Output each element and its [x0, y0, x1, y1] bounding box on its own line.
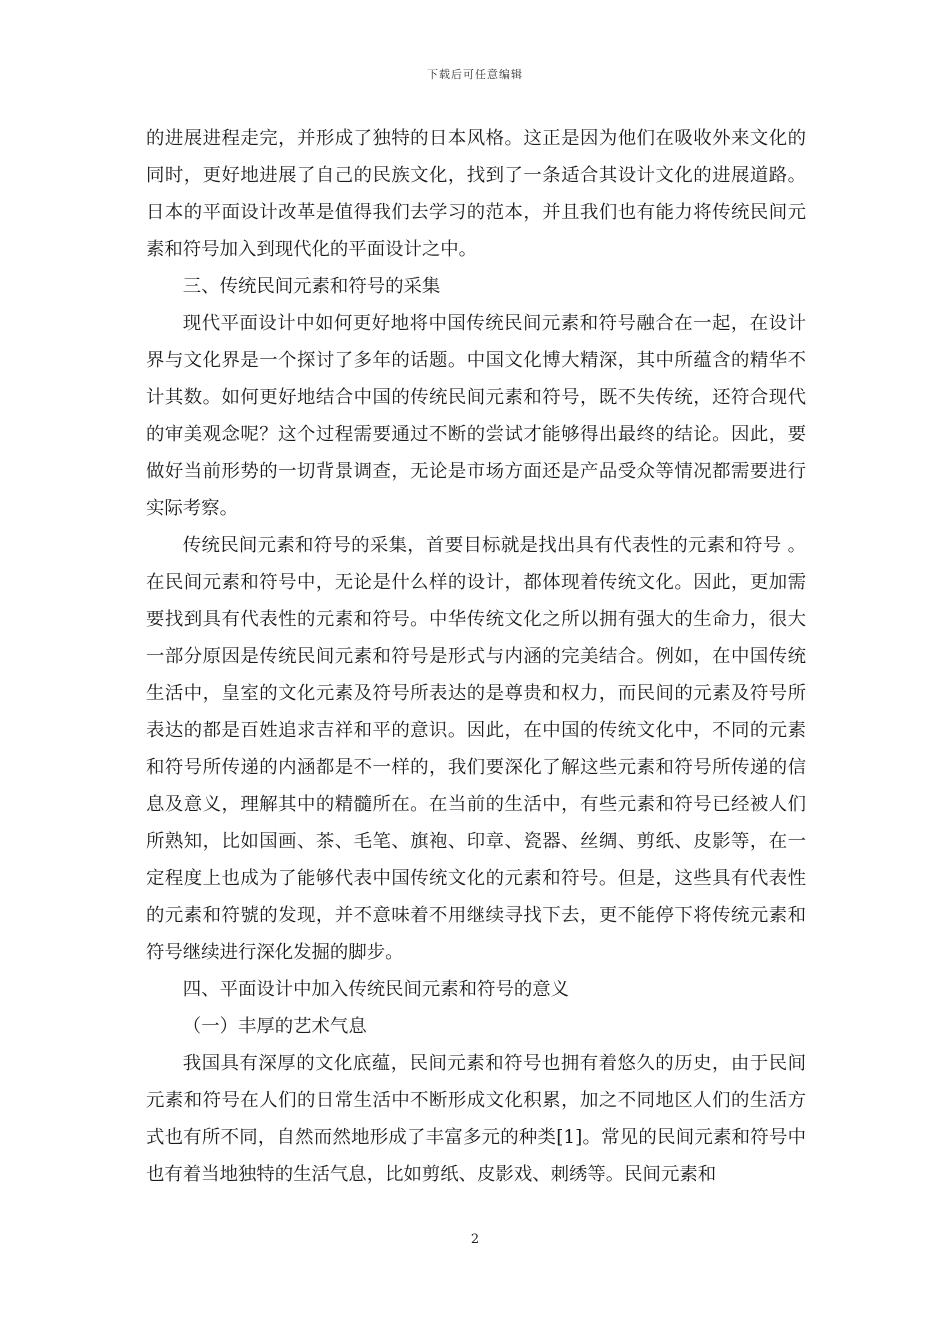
- paragraph: 现代平面设计中如何更好地将中国传统民间元素和符号融合在一起，在设计界与文化界是一个探讨了多年的话题。中国文化博大精深，其中所蕴含的精华不计其数。如何更好地结合中国的传统民间元素和符号，既不失传统，还符合现代的审美观念呢？这个过程需要通过不断的尝试才能够得出最终的结论。因此，要做好当前形势的一切背景调查，无论是市场方面还是产品受众等情况都需要进行实际考察。: [146, 313, 806, 519]
- document-body: [146, 120, 806, 1193]
- page-number: 2: [470, 1232, 480, 1247]
- subsection-heading: （一）丰厚的艺术气息: [182, 1016, 367, 1037]
- section-heading-4: 四、平面设计中加入传统民间元素和符号的意义: [182, 979, 570, 1000]
- paragraph-continuation: 的进展进程走完，并形成了独特的日本风格。这正是因为他们在吸收外来文化的同时，更好地进展了自己的民族文化，找到了一条适合其设计文化的进展道路。日本的平面设计改革是值得我们去学习的范本，并且我们也有能力将传统民间元素和符号加入到现代化的平面设计之中。: [146, 128, 806, 260]
- section-heading-3: 三、传统民间元素和符号的采集: [182, 276, 441, 297]
- paragraph: 我国具有深厚的文化底蕴，民间元素和符号也拥有着悠久的历史，由于民间元素和符号在人们的日常生活中不断形成文化积累，加之不同地区人们的生活方式也有所不同，自然而然地形成了丰富多元的种类[1]。常见的民间元素和符号中也有着当地独特的生活气息，比如剪纸、皮影戏、刺绣等。民间元素和: [146, 1053, 806, 1185]
- page-header-note: 下载后可任意编辑: [427, 68, 523, 81]
- paragraph: 传统民间元素和符号的采集，首要目标就是找出具有代表性的元素和符号 。在民间元素和符号中，无论是什么样的设计，都体现着传统文化。因此，更加需要找到具有代表性的元素和符号。中华传统文化之所以拥有强大的生命力，很大一部分原因是传统民间元素和符号是形式与内涵的完美结合。例如，在中国传统生活中，皇室的文化元素及符号所表达的是尊贵和权力，而民间的元素及符号所表达的都是百姓追求吉祥和平的意识。因此，在中国的传统文化中，不同的元素和符号所传递的内涵都是不一样的，我们要深化了解这些元素和符号所传递的信息及意义，理解其中的精髓所在。在当前的生活中，有些元素和符号已经被人们所熟知，比如国画、茶、毛笔、旗袍、印章、瓷器、丝绸、剪纸、皮影等，在一定程度上也成为了能够代表中国传统文化的元素和符号。但是，这些具有代表性的元素和符號的发现，并不意味着不用继续寻找下去，更不能停下将传统元素和符号继续进行深化发掘的脚步。: [146, 535, 806, 963]
